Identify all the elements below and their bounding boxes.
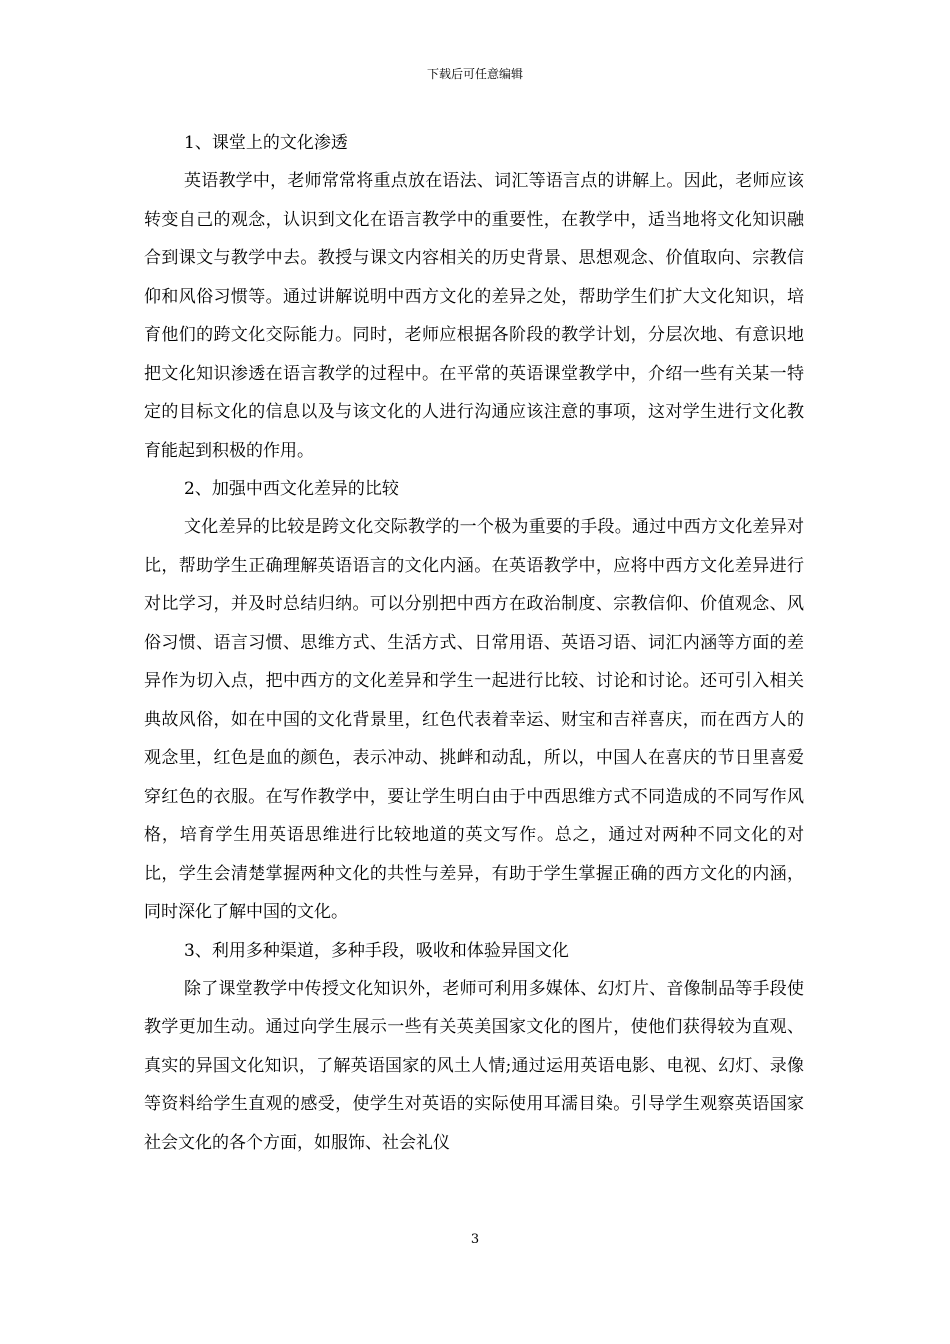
document-body <box>144 124 804 1162</box>
page-number: 3 <box>470 1232 480 1247</box>
page-header: 下载后可任意编辑 <box>426 67 523 81</box>
section-title-3: 3、利用多种渠道，多种手段，吸收和体验异国文化 <box>184 940 569 961</box>
section-title-1: 1、课堂上的文化渗透 <box>184 133 348 153</box>
section-paragraph-1: 英语教学中，老师常常将重点放在语法、词汇等语言点的讲解上。因此，老师应该转变自己的观念，认识到文化在语言教学中的重要性，在教学中，适当地将文化知识融合到课文与教学中去。教授与课文内容相关的历史背景、思想观念、价值取向、宗教信仰和风俗习惯等。通过讲解说明中西方文化的差异之处，帮助学生们扩大文化知识，培育他们的跨文化交际能力。同时，老师应根据各阶段的教学计划，分层次地、有意识地把文化知识渗透在语言教学的过程中。在平常的英语课堂教学中，介绍一些有关某一特定的目标文化的信息以及与该文化的人进行沟通应该注意的事项，这对学生进行文化教育能起到积极的作用。 <box>144 171 804 461</box>
section-title-2: 2、加强中西文化差异的比较 <box>184 479 399 499</box>
section-paragraph-3: 除了课堂教学中传授文化知识外，老师可利用多媒体、幻灯片、音像制品等手段使教学更加生动。通过向学生展示一些有关英美国家文化的图片，使他们获得较为直观、真实的异国文化知识，了解英语国家的风土人情;通过运用英语电影、电视、幻灯、录像等资料给学生直观的感受，使学生对英语的实际使用耳濡目染。引导学生观察英语国家社会文化的各个方面，如服饰、社会礼仪 <box>144 978 804 1153</box>
section-paragraph-2: 文化差异的比较是跨文化交际教学的一个极为重要的手段。通过中西方文化差异对比，帮助学生正确理解英语语言的文化内涵。在英语教学中，应将中西方文化差异进行对比学习，并及时总结归纳。可以分别把中西方在政治制度、宗教信仰、价值观念、风俗习惯、语言习惯、思维方式、生活方式、日常用语、英语习语、词汇内涵等方面的差异作为切入点，把中西方的文化差异和学生一起进行比较、讨论和讨论。还可引入相关典故风俗，如在中国的文化背景里，红色代表着幸运、财宝和吉祥喜庆，而在西方人的观念里，红色是血的颜色，表示冲动、挑衅和动乱，所以，中国人在喜庆的节日里喜爱穿红色的衣服。在写作教学中，要让学生明白由于中西思维方式不同造成的不同写作风格，培育学生用英语思维进行比较地道的英文写作。总之，通过对两种不同文化的对比，学生会清楚掌握两种文化的共性与差异，有助于学生掌握正确的西方文化的内涵，同时深化了解中国的文化。 <box>144 517 804 922</box>
